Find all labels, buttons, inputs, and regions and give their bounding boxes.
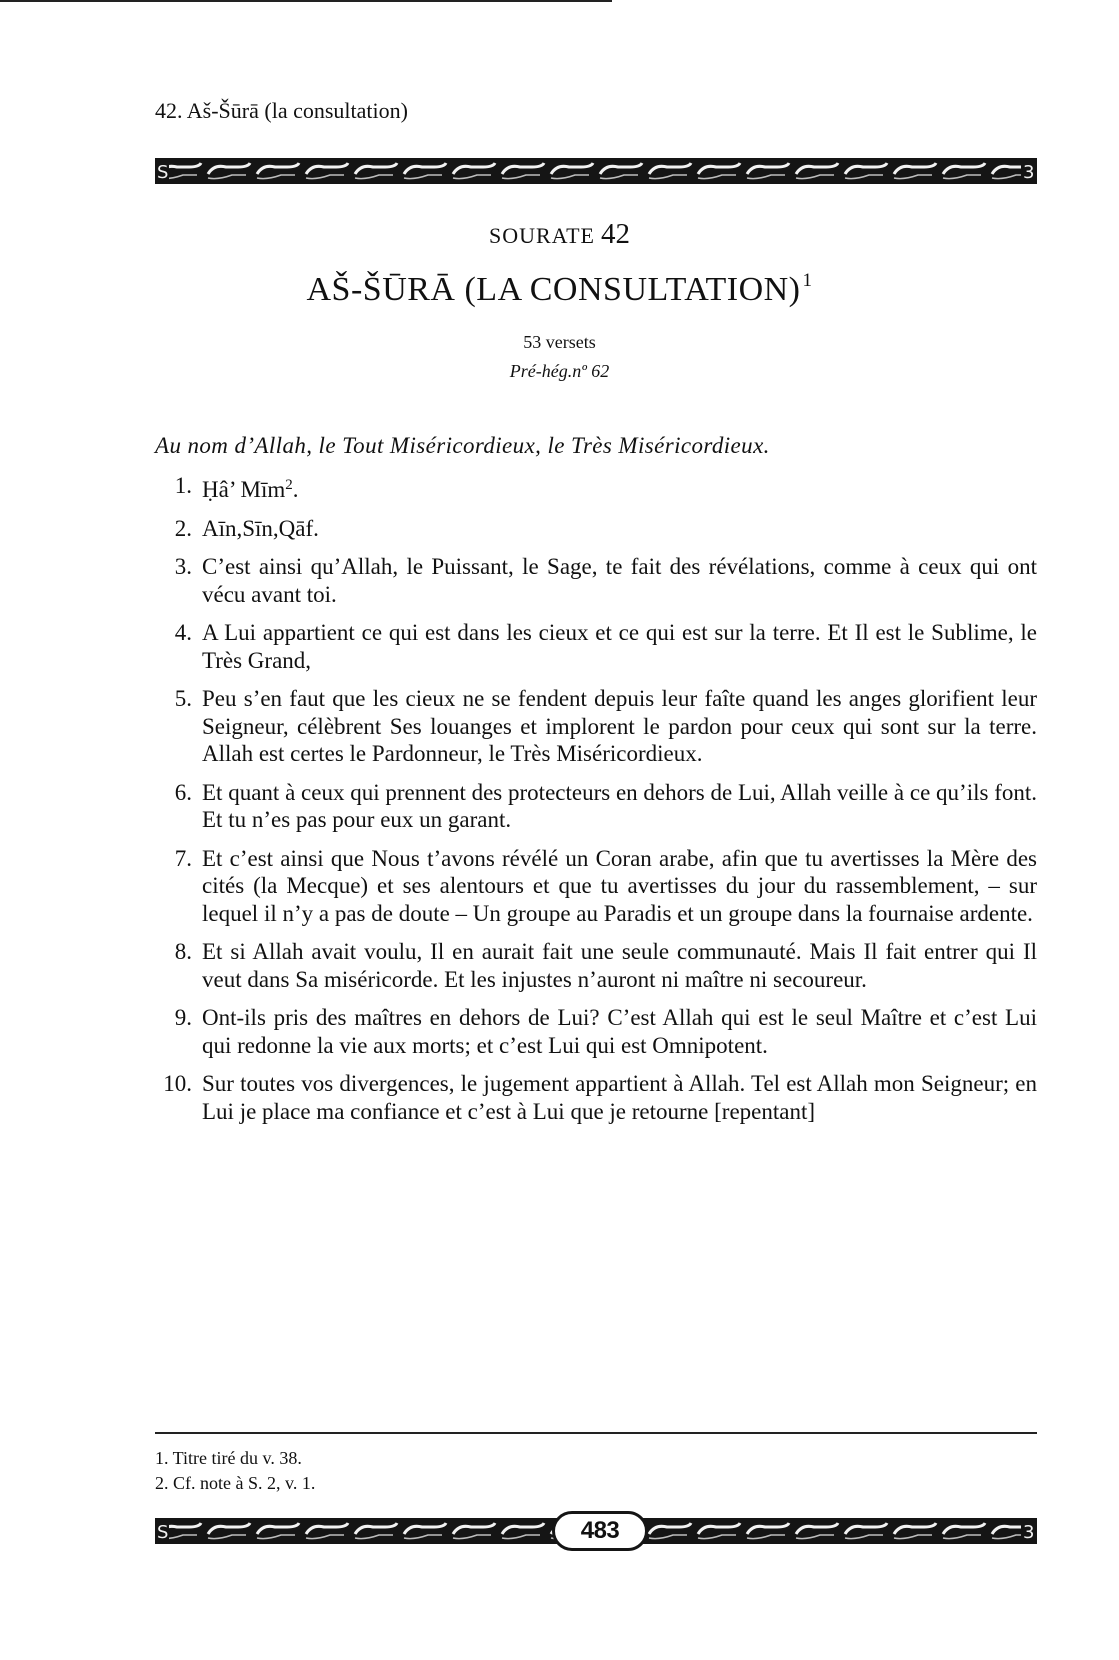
- verse-number: 1.: [174, 473, 192, 498]
- verse-8: [155, 938, 1037, 993]
- verse-text: Et si Allah avait voulu, Il en aurait fait une seule communauté. Mais Il fait entrer qui Il veut dans Sa miséricorde. Et les injustes n’auront ni maître ni secoureur.: [202, 939, 1037, 992]
- verse-list: [155, 472, 1037, 1136]
- verse-3: [155, 553, 1037, 608]
- verse-text: Sur toutes vos divergences, le jugement appartient à Allah. Tel est Allah mon Seigneur; en Lui je place ma confiance et c’est à Lui que je retourne [repentant]: [202, 1071, 1037, 1124]
- svg-text:S: S: [157, 162, 169, 183]
- verse-text: [202, 472, 1037, 504]
- verse-count: 53 versets: [523, 332, 596, 352]
- footnote-ref-1: 1: [802, 270, 813, 291]
- sourate-title-text: AŠ-ŠŪRĀ (LA CONSULTATION): [306, 271, 801, 308]
- top-ornamental-band: [155, 158, 1037, 184]
- sourate-word: SOURATE: [488, 223, 595, 248]
- verse-number: 6.: [174, 779, 192, 805]
- revelation-order: Pré-hég.nº 62: [509, 361, 610, 381]
- verse-5: [155, 685, 1037, 768]
- verse-number: 7.: [174, 845, 192, 871]
- verse-7: [155, 845, 1037, 928]
- footnote-separator: [155, 1432, 1037, 1434]
- running-head: 42. Aš-Šūrā (la consultation): [155, 98, 408, 123]
- footnotes: [155, 1446, 315, 1496]
- verse-text: Peu s’en faut que les cieux ne se fendent depuis leur faîte quand les anges glorifient leur Seigneur, célèbrent Ses louanges et implorent le pardon pour ceux qui sont sur la terre. Allah est certes le Pardonneur, le Très Miséricordieux.: [202, 686, 1037, 766]
- verse-text: Aīn,Sīn,Qāf.: [202, 515, 319, 541]
- sourate-title: [0, 270, 1119, 309]
- svg-text:S: S: [157, 1522, 169, 1543]
- verse-text-body: Ḥâ’ Mīm: [202, 477, 286, 502]
- verse-number: 4.: [174, 620, 192, 645]
- verse-6: [155, 779, 1037, 834]
- verse-text: Et c’est ainsi que Nous t’avons révélé un Coran arabe, afin que tu avertisses la Mère des cités (la Mecque) et ses alentours et que tu avertisses du jour du rassemblement, – sur lequel il n’y a pas de doute – Un groupe au Paradis et un groupe dans la fournaise ardente.: [202, 845, 1037, 926]
- verse-number: 10.: [163, 1071, 192, 1096]
- top-edge-rule: [0, 0, 612, 2]
- verse-text: Ont-ils pris des maîtres en dehors de Lui? C’est Allah qui est le seul Maître et c’est Lui qui redonne la vie aux morts; et c’est Lui qui est Omnipotent.: [202, 1005, 1037, 1058]
- sourate-label: [0, 218, 1119, 251]
- verse-number: 5.: [174, 686, 192, 711]
- footnote-2: 2. Cf. note à S. 2, v. 1.: [155, 1473, 316, 1493]
- verse-text: C’est ainsi qu’Allah, le Puissant, le Sage, te fait des révélations, comme à ceux qui ont vécu avant toi.: [202, 554, 1037, 607]
- verse-number: 9.: [174, 1005, 192, 1030]
- verse-4: [155, 619, 1037, 674]
- verse-number: 8.: [174, 939, 192, 964]
- footnote-ref-2: 2: [285, 477, 293, 493]
- svg-text:3: 3: [1023, 162, 1035, 183]
- verse-text-tail: .: [292, 477, 299, 502]
- basmala: Au nom d’Allah, le Tout Miséricordieux, le Très Miséricordieux.: [155, 433, 770, 458]
- verse-text: A Lui appartient ce qui est dans les cieux et ce qui est sur la terre. Et Il est le Sublime, le Très Grand,: [202, 620, 1037, 673]
- verse-number: 3.: [174, 554, 192, 579]
- verse-text: Et quant à ceux qui prennent des protecteurs en dehors de Lui, Allah veille à ce qu’ils font. Et tu n’es pas pour eux un garant.: [202, 779, 1037, 832]
- verse-number: 2.: [174, 515, 192, 541]
- svg-text:3: 3: [1023, 1522, 1035, 1543]
- sourate-number: 42: [601, 218, 630, 250]
- verse-2: [155, 515, 1037, 543]
- verse-1: [155, 472, 1037, 504]
- verse-10: [155, 1070, 1037, 1125]
- verse-9: [155, 1004, 1037, 1059]
- page-number: 483: [552, 1511, 648, 1551]
- footnote-1: 1. Titre tiré du v. 38.: [155, 1448, 302, 1468]
